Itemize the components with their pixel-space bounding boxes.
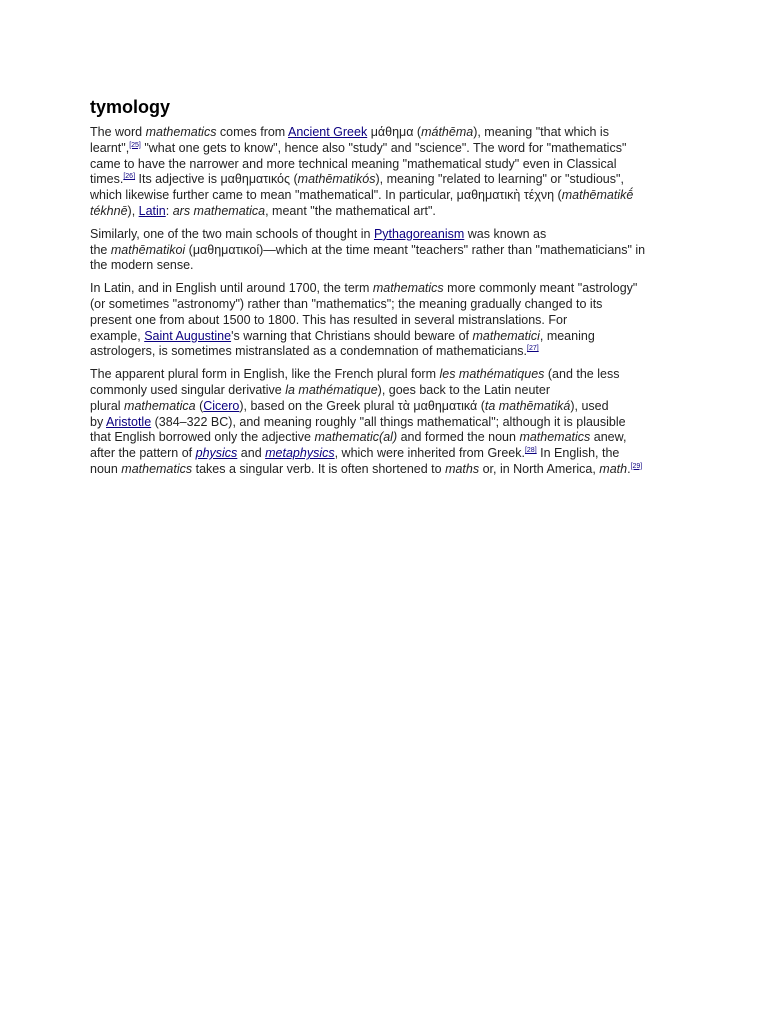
text-line xyxy=(90,243,685,259)
italic-text: la mathématique xyxy=(285,382,378,397)
text: example, xyxy=(90,328,145,343)
text: The apparent plural form in English, like the French plural form xyxy=(90,367,440,382)
text: In Latin, and in English until around 1700, the term xyxy=(90,281,373,296)
paragraph-2 xyxy=(90,227,685,274)
link-ancient-greek[interactable]: Ancient Greek xyxy=(288,125,368,139)
text: , which were inherited from Greek. xyxy=(334,446,525,461)
text-line xyxy=(90,188,685,204)
text: the modern sense. xyxy=(90,258,194,273)
text: by xyxy=(90,414,106,429)
article-body xyxy=(90,125,685,485)
italic-text: mathematica xyxy=(124,398,196,413)
paragraph-1 xyxy=(90,125,685,220)
text: Its adjective is μαθηματικός ( xyxy=(135,172,298,187)
text: present one from about 1500 to 1800. This has resulted in several mistranslations. For xyxy=(90,312,568,327)
text-line xyxy=(90,415,685,431)
text: that English borrowed only the adjective xyxy=(90,430,315,445)
text: came to have the narrower and more technical meaning "mathematical study" even in Classical xyxy=(90,156,617,171)
italic-text: máthēma xyxy=(421,125,474,139)
italic-text: mathēmatikḗ xyxy=(561,188,634,203)
text: times. xyxy=(90,172,124,187)
italic-text: mathematic(al) xyxy=(314,430,398,445)
text-line xyxy=(90,383,685,399)
link-saint-augustine[interactable]: Saint Augustine xyxy=(144,328,232,343)
text: and xyxy=(237,446,266,461)
text-line xyxy=(90,430,685,446)
text: 's warning that Christians should beware of xyxy=(231,328,473,343)
text: takes a singular verb. It is often shortened to xyxy=(192,461,446,476)
text: anew, xyxy=(590,430,627,445)
section-heading: tymology xyxy=(90,97,171,117)
text: more commonly meant "astrology" xyxy=(443,281,638,296)
text-line xyxy=(90,462,685,478)
citation-28[interactable]: [28] xyxy=(524,447,537,455)
text: comes from xyxy=(216,125,288,139)
text-line xyxy=(90,204,685,220)
text-line xyxy=(90,399,685,415)
text: . xyxy=(627,461,631,476)
text-line xyxy=(90,446,685,462)
citation-25[interactable]: [25] xyxy=(129,141,141,149)
link-pythagoreanism[interactable]: Pythagoreanism xyxy=(373,226,465,241)
text-line xyxy=(90,297,685,313)
text: plural xyxy=(90,398,125,413)
text: Similarly, one of the two main schools of thought in xyxy=(90,226,374,241)
italic-text: mathematici xyxy=(472,328,540,343)
citation-29[interactable]: [29] xyxy=(630,462,643,470)
link-aristotle[interactable]: Aristotle xyxy=(106,414,152,429)
italic-text: tékhnē xyxy=(90,203,128,218)
citation-26[interactable]: [26] xyxy=(123,173,136,181)
text-line xyxy=(90,281,685,297)
text-line xyxy=(90,344,685,360)
text: astrologers, is sometimes mistranslated as a condemnation of mathematicians. xyxy=(90,344,527,359)
text: "what one gets to know", hence also "study" and "science". The word for "mathematics" xyxy=(140,140,627,155)
italic-link-text: physics xyxy=(195,446,238,461)
text: or, in North America, xyxy=(479,461,600,476)
text: learnt", xyxy=(90,140,130,155)
italic-text: maths xyxy=(445,461,480,476)
text: noun xyxy=(90,461,122,476)
text-line xyxy=(90,313,685,329)
link-metaphysics[interactable] xyxy=(265,446,334,460)
text: , meaning xyxy=(539,328,595,343)
paragraph-4 xyxy=(90,367,685,478)
italic-text: mathēmatikós xyxy=(297,172,376,187)
italic-text: mathematics xyxy=(519,430,591,445)
text: which likewise further came to mean "mathematical". In particular, μαθηματικὴ τέχνη ( xyxy=(90,188,562,203)
text: ), meaning "related to learning" or "studious", xyxy=(375,172,624,187)
text-line xyxy=(90,157,685,173)
text-line xyxy=(90,172,685,188)
italic-text: mathematics xyxy=(372,281,444,296)
italic-text: mathēmatikoi xyxy=(110,242,186,257)
italic-text: les mathématiques xyxy=(439,367,545,382)
text: commonly used singular derivative xyxy=(90,382,286,397)
italic-text: ars mathematica xyxy=(172,203,266,218)
text: μάθημα ( xyxy=(367,125,422,139)
italic-text: mathematics xyxy=(121,461,193,476)
text-line xyxy=(90,258,685,274)
text-line xyxy=(90,141,685,157)
italic-link-text: metaphysics xyxy=(265,446,335,461)
text: after the pattern of xyxy=(90,446,196,461)
citation-27[interactable]: [27] xyxy=(527,345,539,353)
text-line xyxy=(90,367,685,383)
link-latin[interactable]: Latin xyxy=(138,203,166,218)
text: (384–322 BC), and meaning roughly "all things mathematical"; although it is plausible xyxy=(151,414,626,429)
text: ), xyxy=(127,203,139,218)
link-physics[interactable] xyxy=(196,446,238,460)
text: (and the less xyxy=(544,367,620,382)
paragraph-3 xyxy=(90,281,685,360)
text: ), based on the Greek plural τὰ μαθηματικά ( xyxy=(239,398,485,413)
italic-text: ta mathēmatiká xyxy=(484,398,571,413)
link-cicero[interactable]: Cicero xyxy=(203,398,240,413)
text: ), used xyxy=(570,398,609,413)
text-line xyxy=(90,227,685,243)
italic-text: mathematics xyxy=(145,125,217,139)
text: : xyxy=(165,203,173,218)
text: In English, the xyxy=(536,446,620,461)
text: the xyxy=(90,242,111,257)
text: (μαθηματικοί)—which at the time meant "teachers" rather than "mathematicians" in xyxy=(185,242,646,257)
text: ), goes back to the Latin neuter xyxy=(377,382,550,397)
text: and formed the noun xyxy=(397,430,520,445)
text: , meant "the mathematical art". xyxy=(265,203,436,218)
text-line xyxy=(90,329,685,345)
text: was known as xyxy=(464,226,547,241)
text: ), meaning "that which is xyxy=(473,125,609,139)
text: The word xyxy=(90,125,146,139)
text: ( xyxy=(195,398,204,413)
text-line xyxy=(90,125,685,141)
text: (or sometimes "astronomy") rather than "mathematics"; the meaning gradually changed to its xyxy=(90,296,603,311)
italic-text: math xyxy=(599,461,628,476)
